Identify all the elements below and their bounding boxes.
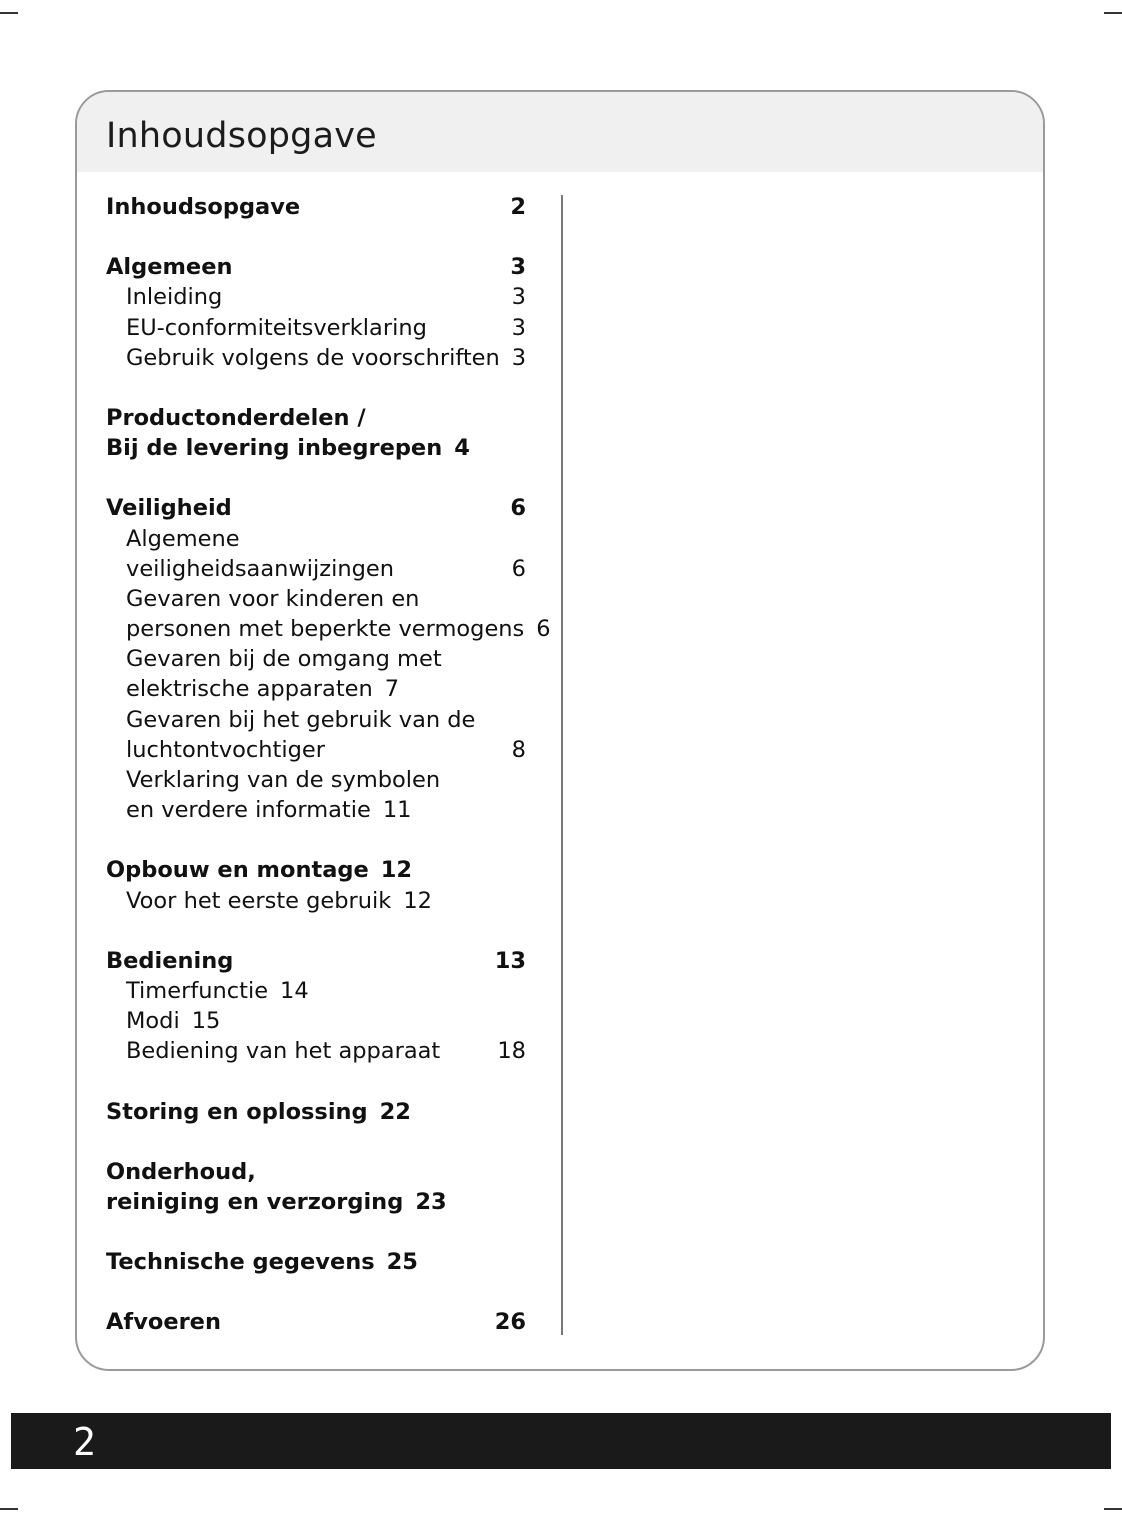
footer-bar bbox=[11, 1413, 1111, 1469]
toc-entry-label: Storing en oplossing bbox=[106, 1098, 368, 1125]
toc-subsection-line[interactable] bbox=[106, 1006, 526, 1036]
toc-page-number: 6 bbox=[510, 495, 526, 522]
toc-entry-label: Technische gegevens bbox=[106, 1249, 375, 1276]
toc-page-number: 18 bbox=[497, 1038, 526, 1065]
toc-page-number: 22 bbox=[379, 1098, 411, 1125]
toc-section-line[interactable] bbox=[106, 1247, 526, 1277]
toc-page-number: 13 bbox=[494, 947, 526, 974]
toc-page-number: 12 bbox=[380, 857, 413, 884]
toc-page-number: 23 bbox=[415, 1188, 447, 1215]
toc-entry-label: Opbouw en montage bbox=[106, 857, 369, 884]
toc-entry-label: EU-conformiteitsverklaring bbox=[126, 314, 427, 341]
toc-subsection-line[interactable] bbox=[106, 976, 526, 1006]
toc-entry-label: Productonderdelen / bbox=[106, 404, 366, 431]
toc-subsection-line[interactable] bbox=[106, 765, 526, 795]
toc-entry-label: Bediening van het apparaat bbox=[126, 1038, 441, 1065]
toc-entry-label: reiniging en verzorging bbox=[106, 1188, 404, 1215]
toc-entry-label: elektrische apparaten bbox=[126, 676, 373, 703]
toc-entry-label: Gevaren voor kinderen en bbox=[126, 585, 420, 612]
toc-subsection-line[interactable] bbox=[106, 644, 526, 674]
toc-entry-label: Bediening bbox=[106, 947, 234, 974]
toc-section-line[interactable] bbox=[106, 493, 526, 523]
toc-page-number: 14 bbox=[280, 977, 309, 1004]
toc-page-number: 4 bbox=[454, 435, 470, 462]
toc-section-line[interactable] bbox=[106, 1097, 526, 1127]
toc-subsection-line[interactable] bbox=[106, 735, 526, 765]
toc-subsection-line[interactable] bbox=[106, 524, 526, 554]
toc-section-line[interactable] bbox=[106, 855, 526, 885]
toc-entry-label: Verklaring van de symbolen bbox=[126, 767, 441, 793]
toc-subsection-line[interactable] bbox=[106, 886, 526, 916]
toc-page-number: 11 bbox=[382, 797, 412, 824]
toc-subsection-line[interactable] bbox=[106, 313, 526, 343]
contents-panel bbox=[75, 90, 1045, 1371]
toc-subsection-line[interactable] bbox=[106, 584, 526, 614]
toc-subsection-line[interactable] bbox=[106, 343, 526, 373]
toc-entry-label: en verdere informatie bbox=[126, 797, 371, 824]
toc-entry-label: Bij de levering inbegrepen bbox=[106, 435, 443, 462]
toc-entry-label: Gebruik volgens de voorschriften bbox=[126, 344, 500, 371]
toc-section-line[interactable] bbox=[106, 252, 526, 282]
toc-subsection-line[interactable] bbox=[106, 674, 526, 704]
toc-page-number: 3 bbox=[510, 254, 526, 281]
crop-mark-bottom-right bbox=[1104, 1508, 1122, 1510]
toc-page-number: 15 bbox=[191, 1008, 221, 1035]
toc-section-line[interactable] bbox=[106, 433, 526, 463]
toc-entry-label: Veiligheid bbox=[106, 495, 232, 522]
toc-subsection-line[interactable] bbox=[106, 1036, 526, 1066]
toc-section-line[interactable] bbox=[106, 1307, 526, 1337]
toc-page-number: 3 bbox=[511, 314, 526, 341]
toc-page-number: 3 bbox=[511, 284, 526, 311]
crop-mark-top-left bbox=[0, 12, 18, 14]
toc-entry-label: personen met beperkte vermogens bbox=[126, 616, 525, 643]
toc-subsection-line[interactable] bbox=[106, 614, 551, 644]
crop-mark-bottom-left bbox=[0, 1508, 18, 1510]
toc-page-number: 25 bbox=[386, 1249, 418, 1276]
panel-header bbox=[77, 92, 1043, 172]
toc-entry-label: Voor het eerste gebruik bbox=[126, 887, 392, 914]
toc-entry-label: Gevaren bij het gebruik van de bbox=[126, 706, 476, 733]
toc-page-number: 8 bbox=[511, 736, 526, 763]
toc-entry-label: Modi bbox=[126, 1008, 180, 1035]
toc-page-number: 7 bbox=[384, 676, 400, 703]
toc-entry-label: veiligheidsaanwijzingen bbox=[126, 555, 395, 582]
table-of-contents bbox=[106, 192, 551, 1337]
page-title: Inhoudsopgave bbox=[106, 116, 377, 156]
toc-entry-label: Timerfunctie bbox=[126, 977, 269, 1004]
toc-section-line[interactable] bbox=[106, 403, 526, 433]
toc-entry-label: Afvoeren bbox=[106, 1309, 221, 1336]
toc-subsection-line[interactable] bbox=[106, 554, 526, 584]
toc-entry-label: Algemene bbox=[126, 525, 240, 552]
toc-section-line[interactable] bbox=[106, 1187, 526, 1217]
toc-page-number: 26 bbox=[494, 1309, 526, 1336]
toc-page-number: 12 bbox=[403, 887, 432, 914]
toc-entry-label: Onderhoud, bbox=[106, 1158, 256, 1185]
toc-section-line[interactable] bbox=[106, 946, 526, 976]
toc-entry-label: Gevaren bij de omgang met bbox=[126, 646, 442, 673]
crop-mark-top-right bbox=[1104, 12, 1122, 14]
toc-entry-label: Inleiding bbox=[126, 284, 223, 311]
column-divider bbox=[561, 195, 563, 1335]
toc-entry-label: luchtontvochtiger bbox=[126, 736, 325, 763]
toc-page-number: 6 bbox=[536, 616, 551, 643]
toc-subsection-line[interactable] bbox=[106, 795, 526, 825]
toc-entry-label: Algemeen bbox=[106, 254, 233, 281]
toc-page-number: 6 bbox=[511, 555, 526, 582]
toc-subsection-line[interactable] bbox=[106, 705, 526, 735]
toc-section-line[interactable] bbox=[106, 1157, 526, 1187]
page-number: 2 bbox=[73, 1420, 96, 1464]
toc-subsection-line[interactable] bbox=[106, 282, 526, 312]
toc-section-line[interactable] bbox=[106, 192, 526, 222]
toc-page-number: 2 bbox=[510, 194, 526, 220]
toc-page-number: 3 bbox=[511, 344, 527, 371]
toc-entry-label: Inhoudsopgave bbox=[106, 194, 301, 220]
